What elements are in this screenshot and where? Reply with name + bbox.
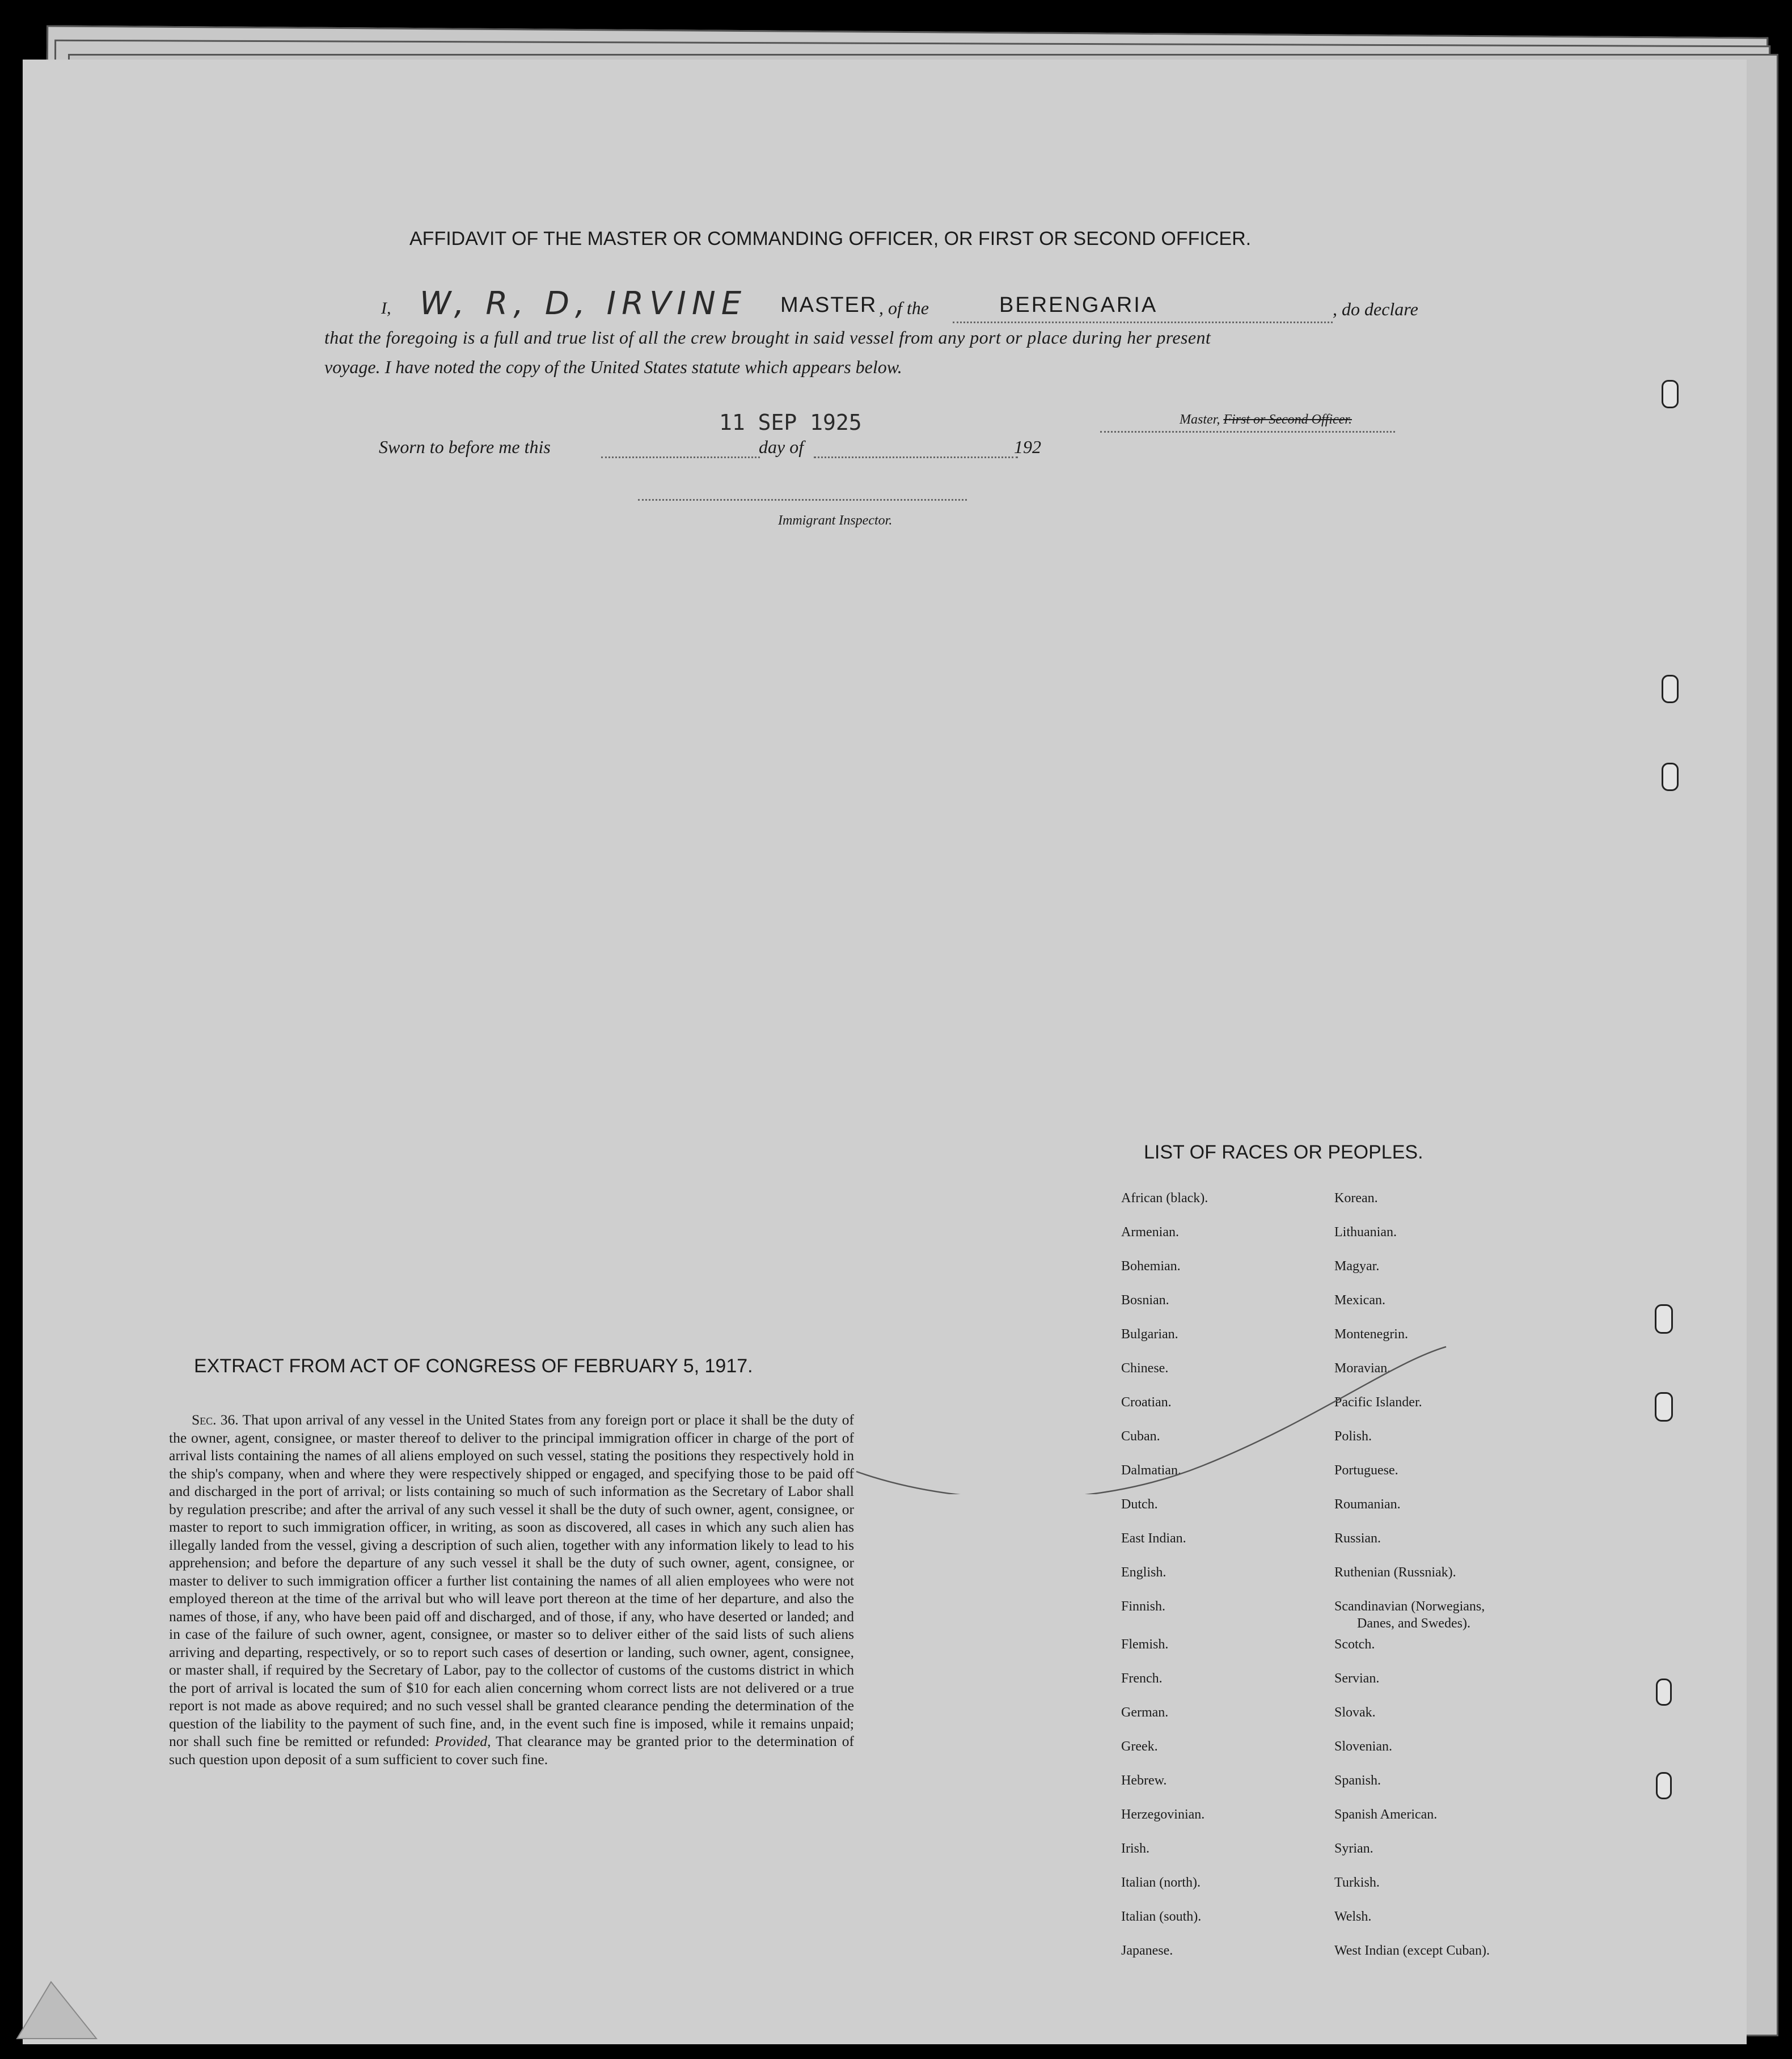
race-item: Portuguese. (1334, 1463, 1398, 1478)
day-of-label: day of (759, 437, 804, 457)
extract-body (169, 1411, 854, 1768)
sworn-month-line (814, 456, 1018, 458)
race-item: East Indian. (1121, 1531, 1186, 1546)
race-item: Spanish American. (1334, 1807, 1438, 1822)
sworn-label: Sworn to before me this (379, 437, 551, 457)
race-item: Turkish. (1334, 1875, 1380, 1890)
race-item: Slovenian. (1334, 1739, 1392, 1754)
race-item: Korean. (1334, 1191, 1378, 1206)
rank-stamp: MASTER (780, 293, 877, 317)
race-item: Moravian. (1334, 1361, 1391, 1376)
master-name-handwritten: W, R, D, IRVINE (420, 285, 747, 322)
race-item: Cuban. (1121, 1429, 1160, 1444)
provided-label: Provided, (434, 1733, 491, 1749)
binder-hole (1662, 380, 1679, 408)
race-item: English. (1121, 1565, 1167, 1580)
race-item: Armenian. (1121, 1225, 1179, 1240)
race-item: Scandinavian (Norwegians, (1334, 1599, 1485, 1614)
do-declare-label: , do declare (1333, 299, 1418, 319)
binder-hole (1662, 675, 1679, 703)
affidavit-line-2: that the foregoing is a full and true list of all the crew brought in said vessel from any port or place during her present (324, 327, 1211, 348)
race-item: French. (1121, 1671, 1163, 1686)
race-item: Dutch. (1121, 1497, 1158, 1512)
race-item: Russian. (1334, 1531, 1381, 1546)
race-item: Greek. (1121, 1739, 1158, 1754)
race-item: Irish. (1121, 1841, 1149, 1856)
master-signature-caption (1180, 412, 1352, 428)
race-item: Japanese. (1121, 1943, 1173, 1958)
document-page (23, 60, 1747, 2044)
affidavit-line-3: voyage. I have noted the copy of the United States statute which appears below. (324, 357, 902, 377)
affidavit-heading: AFFIDAVIT OF THE MASTER OR COMMANDING OFFICER, OR FIRST OR SECOND OFFICER. (409, 228, 1252, 250)
extract-heading: EXTRACT FROM ACT OF CONGRESS OF FEBRUARY 5, 1917. (194, 1355, 753, 1377)
master-caption: Master, (1180, 412, 1220, 427)
race-item: Italian (north). (1121, 1875, 1201, 1890)
binder-hole (1656, 1679, 1672, 1706)
race-item: Roumanian. (1334, 1497, 1401, 1512)
race-item: Finnish. (1121, 1599, 1166, 1614)
inspector-signature-line (638, 499, 967, 501)
race-item: Croatian. (1121, 1395, 1172, 1410)
vessel-field-line (953, 322, 1333, 323)
races-heading: LIST OF RACES OR PEOPLES. (1144, 1141, 1423, 1163)
pencil-stray-mark (851, 1324, 1474, 1494)
binder-hole (1655, 1392, 1673, 1422)
race-item: West Indian (except Cuban). (1334, 1943, 1490, 1958)
race-item: Slovak. (1334, 1705, 1376, 1720)
race-item: Lithuanian. (1334, 1225, 1397, 1240)
binder-hole (1656, 1772, 1672, 1799)
binder-hole (1662, 763, 1679, 791)
race-item: Danes, and Swedes). (1357, 1616, 1470, 1631)
race-item: Ruthenian (Russniak). (1334, 1565, 1456, 1580)
race-item: Italian (south). (1121, 1909, 1202, 1924)
vessel-name: BERENGARIA (999, 293, 1158, 317)
sworn-day-line (601, 456, 760, 458)
race-item: Servian. (1334, 1671, 1380, 1686)
race-item: Flemish. (1121, 1637, 1169, 1652)
race-item: Dalmatian. (1121, 1463, 1181, 1478)
race-item: Scotch. (1334, 1637, 1375, 1652)
race-item: Chinese. (1121, 1361, 1169, 1376)
race-item: Welsh. (1334, 1909, 1372, 1924)
race-item: Bulgarian. (1121, 1327, 1178, 1342)
race-item: Bohemian. (1121, 1259, 1181, 1274)
provided-text: That clearance may be granted prior to the determination of such question upon deposit of a sum sufficient to cover such fine. (169, 1733, 854, 1768)
binder-hole (1655, 1304, 1673, 1334)
corner-fold-mark (11, 1976, 102, 2044)
race-item: Spanish. (1334, 1773, 1381, 1788)
race-item: Bosnian. (1121, 1293, 1169, 1308)
master-signature-line (1100, 431, 1395, 433)
race-item: Polish. (1334, 1429, 1372, 1444)
race-item: German. (1121, 1705, 1169, 1720)
race-item: Pacific Islander. (1334, 1395, 1422, 1410)
race-item: African (black). (1121, 1191, 1208, 1206)
affidavit-intro: I, (381, 299, 391, 318)
of-the-label: , of the (879, 298, 929, 318)
inspector-caption: Immigrant Inspector. (778, 513, 893, 528)
race-item: Herzegovinian. (1121, 1807, 1205, 1822)
race-item: Hebrew. (1121, 1773, 1167, 1788)
section-label: Sec. 36. (192, 1411, 239, 1428)
race-item: Syrian. (1334, 1841, 1373, 1856)
struck-officer-caption: First or Second Officer. (1223, 412, 1352, 427)
race-item: Mexican. (1334, 1293, 1385, 1308)
race-item: Magyar. (1334, 1259, 1380, 1274)
year-prefix: 192 (1014, 437, 1041, 457)
date-stamp: 11 SEP 1925 (719, 410, 862, 435)
race-item: Montenegrin. (1334, 1327, 1408, 1342)
section-text: That upon arrival of any vessel in the United States from any foreign port or place it shall be the duty of the owner, agent, consignee, or master thereof to deliver to the principal immigration officer in charge of the port of arrival lists containing the names of all aliens employed on such vessel, stating the positions they respectively hold in the ship's company, when and where they were respectively shipped or engaged, and specifying those to be paid off and discharged in the port of arrival; or lists containing so much of such information as the Secretary of Labor shall by regulation prescribe; and after the arrival of any such vessel it shall be the duty of such owner, agent, consignee, or master to report to such immigration officer, in writing, as soon as discovered, all cases in which any such alien has illegally landed from the vessel, giving a description of such alien, together with any information likely to lead to his apprehension; and before the departure of any such vessel it shall be the duty of such owner, agent, consignee, or master to deliver to such immigration officer a further list containing the names of all alien employees who were not employed thereon at the time of the arrival but who will leave port thereon at the time of her departure, and also the names of those, if any, who have been paid off and discharged, and of those, if any, who have deserted or landed; and in case of the failure of such owner, agent, consignee, or master so to deliver either of the said lists of such aliens arriving and departing, respectively, or so to report such cases of desertion or landing, such owner, agent, consignee, or master shall, if required by the Secretary of Labor, pay to the collector of customs of the customs district in which the port of arrival is located the sum of $10 for each alien concerning whom correct lists are not delivered or a true report is not made as above required; and no such vessel shall be granted clearance pending the determination of the question of the liability to the payment of such fine, and, in the event such fine is imposed, while it remains unpaid; nor shall such fine be remitted or refunded: (169, 1411, 854, 1749)
